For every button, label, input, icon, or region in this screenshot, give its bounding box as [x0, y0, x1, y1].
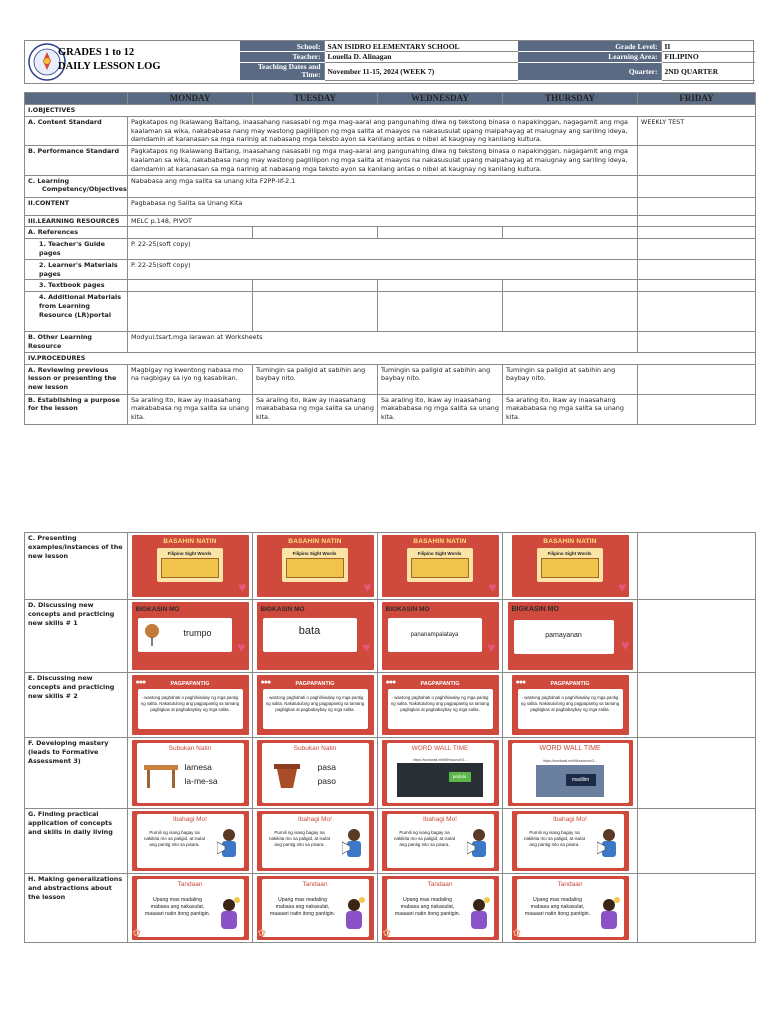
proc-d-tue [253, 600, 378, 673]
slide-title: BASAHIN NATIN [543, 538, 597, 545]
proc-b-tue: Sa araling ito, ikaw ay inaasahang makababasa ng mga salita sa unang kita. [253, 394, 378, 424]
proc-e-label: E. Discussing new concepts and practicing new skills # 2 [25, 673, 128, 738]
slide-title: Subukan Natin [293, 745, 337, 752]
weekly-test: WEEKLY TEST [638, 116, 756, 145]
references-mon [128, 227, 253, 239]
proc-b-label: B. Establishing a purpose for the lesson [25, 394, 128, 424]
proc-h-wed [378, 874, 503, 943]
word-card [263, 618, 357, 652]
other-resources-label: B. Other Learning Resource [25, 332, 128, 353]
bookshelf-icon [161, 558, 219, 578]
proc-b-wed: Sa araling ito, ikaw ay inaasahang makababasa ng mga salita sa unang kita. [378, 394, 503, 424]
proc-f-fri [638, 738, 756, 809]
word-wall-slide [382, 740, 499, 806]
textbook-mon [128, 280, 253, 292]
definition-card [388, 689, 493, 729]
bigkasin-slide [257, 602, 374, 670]
heart-icon: ♥ [621, 637, 630, 653]
basahin-slide [382, 535, 499, 597]
word-wall-card [512, 743, 629, 803]
dots-icon: ●●● [260, 679, 271, 686]
table-icon [143, 761, 179, 789]
procedures-slides-table [24, 532, 756, 943]
ibahagi-slide [257, 811, 374, 871]
proc-c-wed [378, 533, 503, 600]
textbook-pages-label: 3. Textbook pages [25, 280, 128, 292]
proc-c-tue [253, 533, 378, 600]
performance-friday-cell [638, 146, 756, 175]
dates-label-line1: Teaching Dates and [257, 61, 321, 71]
pagpapantig-slide [512, 675, 629, 735]
teachers-guide-text: P. 22-25(soft copy) [128, 239, 638, 260]
ibahagi-card [387, 814, 494, 868]
sight-words-board [407, 548, 473, 582]
header-info-table [240, 41, 755, 81]
proc-g-mon [128, 809, 253, 874]
tandaan-text: Upang mas madaling mabasa ang nakasulat, maaaari natin itong pantigin. [269, 897, 336, 917]
references-label: A. References [25, 227, 128, 239]
proc-b-thu: Sa araling ito, ikaw ay inaasahang makababasa ng mga salita sa unang kita. [503, 394, 638, 424]
sight-words-label: Filipino Sight Words [417, 551, 462, 556]
word-wall-screenshot [536, 765, 604, 797]
tandaan-slide [132, 876, 249, 940]
proc-h-label: H. Making generalizations and abstractions about the lesson [25, 874, 128, 943]
day-header-blank [25, 93, 128, 105]
competency-friday-cell [638, 175, 756, 197]
word-wall-card [387, 743, 494, 803]
slide-title: Subukan Natin [168, 745, 212, 752]
tandaan-text: Upang mas madaling mabasa ang nakasulat, maaaari natin itong pantigin. [144, 897, 211, 917]
textbook-thu [503, 280, 638, 292]
proc-e-tue [253, 673, 378, 738]
proc-c-fri [638, 533, 756, 600]
heart-icon: ♥ [238, 579, 247, 595]
proc-a-tue: Tumingin sa paligid at sabihin ang baybay nito. [253, 364, 378, 394]
references-fri [638, 227, 756, 239]
competency-text: Nababasa ang mga salita sa unang kita F2PP-lif-2.1 [128, 175, 638, 197]
proc-g-wed [378, 809, 503, 874]
proc-h-tue [253, 874, 378, 943]
ibahagi-text: Pumili ng isang bagay na nakikita mo sa paligid, at isulat ang pantig nito sa pisara. [268, 830, 331, 847]
references-wed [378, 227, 503, 239]
slide-title: Tandaan [302, 881, 328, 888]
school-value: SAN ISIDRO ELEMENTARY SCHOOL [324, 41, 518, 52]
additional-thu [503, 292, 638, 332]
dates-value: November 11-15, 2024 (WEEK 7) [324, 62, 518, 80]
bookshelf-icon [541, 558, 599, 578]
proc-a-fri [638, 364, 756, 394]
other-resources-text: Modyul,tsart,mga larawan at Worksheets [128, 332, 638, 353]
section-objectives: I.OBJECTIVES [25, 105, 756, 117]
grade-value: II [661, 41, 755, 52]
dots-icon: ●●● [515, 679, 526, 686]
bigkasin-slide [382, 602, 499, 670]
sight-word: trumpo [183, 628, 212, 638]
resources-label: III.LEARNING RESOURCES [25, 215, 128, 227]
spinning-top-icon [144, 623, 160, 647]
other-resources-fri [638, 332, 756, 353]
definition-text: - wastong paghahati o paghihiwalay ng mga pantig ng salita. Nakatutulong ang pagpapantig sa tamang pagbigkas at pagbabaybay ng mga salita. [140, 695, 240, 712]
pagpapantig-slide [382, 675, 499, 735]
sight-word: paso [317, 776, 336, 786]
ibahagi-text: Pumili ng isang bagay na nakikita mo sa paligid, at isulat ang pantig nito sa pisara. [393, 830, 456, 847]
proc-b-mon: Sa araling ito, ikaw ay inaasahang makababasa ng mga salita sa unang kita. [128, 394, 253, 424]
bigkasin-slide [132, 602, 249, 670]
sight-words-label: Filipino Sight Words [547, 551, 592, 556]
day-monday: MONDAY [128, 93, 253, 105]
additional-fri [638, 292, 756, 332]
references-tue [253, 227, 378, 239]
definition-text: - wastong paghahati o paghihiwalay ng mga pantig ng salita. Nakatutulong ang pagpapantig sa tamang pagbigkas at pagbabaybay ng mga salita. [390, 695, 490, 712]
slide-title: WORD WALL TIME [411, 745, 469, 752]
proc-a-mon: Magbigay ng kwentong nabasa mo na nagbigay sa iyo ng kasabikan. [128, 364, 253, 394]
textbook-tue [253, 280, 378, 292]
heart-icon: ♥ [487, 639, 496, 655]
school-label: School: [240, 41, 324, 52]
section-procedures: IV.PROCEDURES [25, 352, 756, 364]
megaphone-kid-icon [217, 828, 241, 864]
slide-title: Tandaan [557, 881, 583, 888]
proc-a-label: A. Reviewing previous lesson or presenting the new lesson [25, 364, 128, 394]
tandaan-text: Upang mas madaling mabasa ang nakasulat, maaaari natin itong pantigin. [524, 897, 591, 917]
thinking-girl-icon [597, 897, 621, 933]
proc-h-mon [128, 874, 253, 943]
proc-d-wed [378, 600, 503, 673]
ibahagi-card [262, 814, 369, 868]
definition-text: - wastong paghahati o paghihiwalay ng mga pantig ng salita. Nakatutulong ang pagpapantig sa tamang pagbigkas at pagbabaybay ng mga salita. [265, 695, 365, 712]
sight-words-board [282, 548, 348, 582]
ibahagi-text: Pumili ng isang bagay na nakikita mo sa paligid, at isulat ang pantig nito sa pisara. [523, 830, 586, 847]
tandaan-card [262, 879, 369, 937]
header-title-line1: GRADES 1 to 12 [58, 47, 135, 58]
flower-icon: ✿ [382, 928, 391, 939]
day-friday: FRIDAY [638, 93, 756, 105]
heart-icon: ♥ [488, 579, 497, 595]
proc-c-label: C. Presenting examples/instances of the new lesson [25, 533, 128, 600]
word-card [138, 618, 232, 652]
learners-materials-label: 2. Learner's Materials pages [25, 259, 128, 280]
proc-e-fri [638, 673, 756, 738]
megaphone-kid-icon [597, 828, 621, 864]
word-wall-screenshot [397, 763, 483, 797]
slide-title: BIGKASIN MO [511, 606, 559, 613]
proc-f-mon [128, 738, 253, 809]
tandaan-text: Upang mas madaling mabasa ang nakasulat, maaaari natin itong pantigin. [394, 897, 461, 917]
slide-title: Tandaan [427, 881, 453, 888]
heart-icon: ♥ [362, 639, 371, 655]
sight-word: pananampalataya [410, 632, 459, 638]
subukan-slide [132, 740, 249, 806]
competency-label-line2: Competency/Objectives [42, 185, 127, 194]
ibahagi-card [137, 814, 244, 868]
bookshelf-icon [411, 558, 469, 578]
definition-card [518, 689, 623, 729]
proc-e-thu [503, 673, 638, 738]
slide-title: PAGPAPANTIG [295, 681, 335, 687]
flower-icon: ✿ [512, 928, 521, 939]
competency-label-line1: C. Learning [28, 176, 70, 185]
proc-a-wed: Tumingin sa paligid at sabihin ang baybay nito. [378, 364, 503, 394]
sight-words-label: Filipino Sight Words [167, 551, 212, 556]
sight-word: bata [298, 625, 321, 637]
content-text: Pagbabasa ng Salita sa Unang Kita [128, 197, 638, 215]
quarter-value: 2ND QUARTER [661, 62, 755, 80]
day-thursday: THURSDAY [503, 93, 638, 105]
additional-materials-label: 4. Additional Materials from Learning Resource (LR)portal [25, 292, 128, 332]
content-standard-label: A. Content Standard [25, 116, 128, 145]
proc-f-label: F. Developing mastery (leads to Formative Assessment 3) [25, 738, 128, 809]
heart-icon: ♥ [237, 639, 246, 655]
slide-title: Ibahagi Mo! [553, 816, 587, 823]
teacher-label: Teacher: [240, 52, 324, 63]
slide-title: BASAHIN NATIN [288, 538, 342, 545]
dots-icon: ●●● [385, 679, 396, 686]
header-title-line2: DAILY LESSON LOG [58, 61, 161, 72]
slide-title: BIGKASIN MO [260, 606, 305, 613]
slide-title: Ibahagi Mo! [173, 816, 207, 823]
proc-f-wed [378, 738, 503, 809]
performance-standard-text: Pagkatapos ng Ikalawang Baitang, inaasahang nasasabi ng mga mag-aaral ang pangunahing diwa ng tekstong binasa o napakinggan, nagagamit ang mga kaalaman sa wika, nakababasa nang may wastong pagliliipon ng mga salita at maayos na nakasusulat upang maipahayag at maiugnay ang sariling ideya, damdamin at karanasan sa mga narinig at nabasang mga teksto ayon sa kanilang antas o nibel at kaugnay ng kanilang kultura. [128, 146, 638, 175]
proc-d-mon [128, 600, 253, 673]
definition-card [263, 689, 368, 729]
proc-d-label: D. Discussing new concepts and practicing new skills # 1 [25, 600, 128, 673]
tandaan-slide [382, 876, 499, 940]
flower-icon: ✿ [132, 928, 141, 939]
proc-g-thu [503, 809, 638, 874]
proc-g-fri [638, 809, 756, 874]
proc-f-thu [503, 738, 638, 809]
dates-label-line2: Time: [301, 70, 321, 79]
proc-g-label: G. Finding practical application of concepts and skills in daily living [25, 809, 128, 874]
proc-d-fri [638, 600, 756, 673]
learners-materials-text: P. 22-25(soft copy) [128, 259, 638, 280]
proc-c-thu [503, 533, 638, 600]
textbook-fri [638, 280, 756, 292]
slide-title: Ibahagi Mo! [423, 816, 457, 823]
ibahagi-slide [512, 811, 629, 871]
pot-icon [272, 761, 302, 789]
subukan-slide [257, 740, 374, 806]
slide-title: BIGKASIN MO [135, 606, 180, 613]
proc-c-mon [128, 533, 253, 600]
sight-words-label: Filipino Sight Words [292, 551, 337, 556]
proc-b-fri [638, 394, 756, 424]
teacher-value: Louella D. Alinagan [324, 52, 518, 63]
basahin-slide [512, 535, 629, 597]
slide-title: PAGPAPANTIG [420, 681, 460, 687]
sight-words-board [537, 548, 603, 582]
day-tuesday: TUESDAY [253, 93, 378, 105]
proc-h-fri [638, 874, 756, 943]
subukan-card [262, 743, 369, 803]
slide-title: BASAHIN NATIN [163, 538, 217, 545]
sight-word: pasa [317, 762, 336, 772]
megaphone-kid-icon [342, 828, 366, 864]
definition-card [138, 689, 243, 729]
flower-icon: ✿ [257, 928, 266, 939]
tandaan-card [517, 879, 624, 937]
proc-g-tue [253, 809, 378, 874]
proc-e-mon [128, 673, 253, 738]
quarter-label: Quarter: [518, 62, 661, 80]
ibahagi-text: Pumili ng isang bagay na nakikita mo sa paligid, at isulat ang pantig nito sa pisara. [143, 830, 206, 847]
area-value: FILIPINO [661, 52, 755, 63]
ibahagi-slide [382, 811, 499, 871]
word-wall-word: madilim [566, 774, 596, 786]
proc-h-thu [503, 874, 638, 943]
bookshelf-icon [286, 558, 344, 578]
learners-materials-fri [638, 259, 756, 280]
proc-a-thu: Tumingin sa paligid at sabihin ang baybay nito. [503, 364, 638, 394]
grade-label: Grade Level: [518, 41, 661, 52]
slide-title: BIGKASIN MO [385, 606, 430, 613]
textbook-wed [378, 280, 503, 292]
sight-word: pamayanan [545, 632, 582, 639]
pagpapantig-slide [132, 675, 249, 735]
area-label: Learning Area: [518, 52, 661, 63]
content-standard-text: Pagkatapos ng Ikalawang Baitang, inaasahang nasasabi ng mga mag-aaral ang pangunahing diwa ng tekstong binasa o napakinggan, nagagamit ang mga kaalaman sa wika, nakababasa nang may wastong pagliliipon ng mga salita at maayos na nakasusulat upang maipahayag at maiugnay ang sariling ideya, damdamin at karanasan sa mga narinig at nabasang mga teksto ayon sa kanilang antas o nibel at kaugnay ng kanilang kultura. [128, 116, 638, 145]
sight-words-board [157, 548, 223, 582]
dates-label [240, 62, 324, 80]
lesson-log-header [24, 40, 754, 84]
bigkasin-slide [508, 602, 633, 670]
lesson-log-table [24, 92, 756, 425]
tandaan-card [387, 879, 494, 937]
resources-text: MELC p.148, PIVOT [128, 215, 638, 227]
day-header-row [25, 93, 756, 105]
word-wall-url: https://wordwall.net/fil/resource/3... [543, 759, 597, 763]
teachers-guide-label: 1. Teacher's Guide pages [25, 239, 128, 260]
performance-standard-label: B. Performance Standard [25, 146, 128, 175]
word-card [388, 618, 482, 652]
syllable-word: la-me-sa [184, 776, 218, 786]
day-wednesday: WEDNESDAY [378, 93, 503, 105]
basahin-slide [257, 535, 374, 597]
references-thu [503, 227, 638, 239]
tandaan-card [137, 879, 244, 937]
slide-title: PAGPAPANTIG [550, 681, 590, 687]
teachers-guide-fri [638, 239, 756, 260]
competency-label [25, 175, 128, 197]
definition-text: - wastong paghahati o paghihiwalay ng mga pantig ng salita. Nakatutulong ang pagpapantig sa tamang pagbigkas at pagbabaybay ng mga salita. [520, 695, 620, 712]
proc-f-tue [253, 738, 378, 809]
thinking-girl-icon [467, 897, 491, 933]
proc-e-wed [378, 673, 503, 738]
subukan-card [137, 743, 244, 803]
dots-icon: ●●● [135, 679, 146, 686]
word-wall-slide [508, 740, 633, 806]
pagpapantig-slide [257, 675, 374, 735]
ibahagi-card [517, 814, 624, 868]
word-card [514, 620, 614, 654]
basahin-slide [132, 535, 249, 597]
additional-mon [128, 292, 253, 332]
content-friday-cell [638, 197, 756, 215]
megaphone-kid-icon [467, 828, 491, 864]
heart-icon: ♥ [618, 579, 627, 595]
additional-tue [253, 292, 378, 332]
word-wall-word: pedalo [449, 772, 471, 782]
sight-word: lamesa [184, 762, 212, 772]
word-wall-url: https://wordwall.net/fil/resource/3... [413, 758, 467, 762]
thinking-girl-icon [342, 897, 366, 933]
slide-title: Tandaan [177, 881, 203, 888]
content-label: II.CONTENT [25, 197, 128, 215]
additional-wed [378, 292, 503, 332]
heart-icon: ♥ [363, 579, 372, 595]
slide-title: BASAHIN NATIN [413, 538, 467, 545]
resources-friday-cell [638, 215, 756, 227]
thinking-girl-icon [217, 897, 241, 933]
tandaan-slide [512, 876, 629, 940]
slide-title: Ibahagi Mo! [298, 816, 332, 823]
ibahagi-slide [132, 811, 249, 871]
slide-title: PAGPAPANTIG [170, 681, 210, 687]
slide-title: WORD WALL TIME [539, 745, 601, 752]
proc-d-thu [503, 600, 638, 673]
tandaan-slide [257, 876, 374, 940]
